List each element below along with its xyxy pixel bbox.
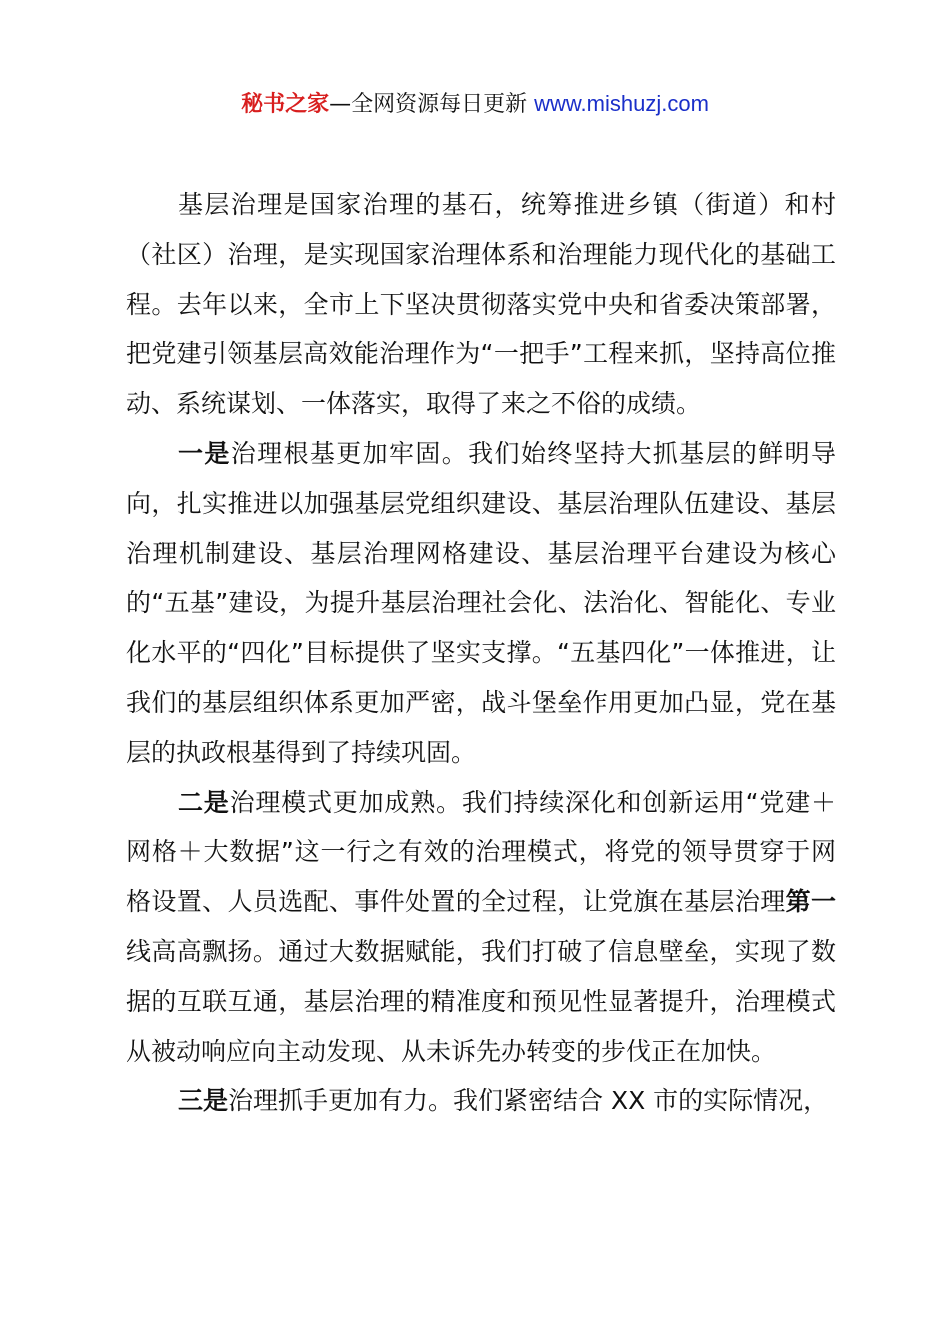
paragraph-intro — [126, 180, 836, 429]
brand-name: 秘书之家 — [241, 92, 330, 117]
point-one-lead: 一是 — [178, 438, 231, 468]
paragraph-intro-text: 基层治理是国家治理的基石，统筹推进乡镇（街道）和村（社区）治理，是实现国家治理体系和治理能力现代化的基础工程。去年以来，全市上下坚决贯彻落实党中央和省委决策部署，把党建引领基层高效能治理作为“一把手”工程来抓，坚持高位推动、系统谋划、一体落实，取得了来之不俗的成绩。 — [126, 190, 836, 419]
point-two-text-b: 线高高飘扬。通过大数据赋能，我们打破了信息壁垒，实现了数据的互联互通，基层治理的精准度和预见性显著提升，治理模式从被动响应向主动发现、从未诉先办转变的步伐正在加快。 — [126, 936, 836, 1066]
point-two-lead: 二是 — [178, 787, 230, 817]
page-header — [0, 86, 950, 123]
point-two-text-a: 治理模式更加成熟。我们持续深化和创新运用“党建＋网格＋大数据”这一行之有效的治理模式，将党的领导贯穿于网格设置、人员选配、事件处置的全过程，让党旗在基层治理 — [126, 787, 836, 917]
paragraph-point-one — [126, 429, 836, 778]
header-slogan: —全网资源每日更新 — [329, 92, 535, 117]
point-three-lead: 三是 — [178, 1086, 229, 1116]
paragraph-point-two — [126, 778, 836, 1077]
point-three-text: 治理抓手更加有力。我们紧密结合 XX 市的实际情况， — [228, 1086, 829, 1116]
paragraph-point-three — [126, 1076, 836, 1126]
point-one-text: 治理根基更加牢固。我们始终坚持大抓基层的鲜明导向，扎实推进以加强基层党组织建设、基层治理队伍建设、基层治理机制建设、基层治理网格建设、基层治理平台建设为核心的“五基”建设，为提升基层治理社会化、法治化、智能化、专业化水平的“四化”目标提供了坚实支撑。“五基四化”一体推进，让我们的基层组织体系更加严密，战斗堡垒作用更加凸显，党在基层的执政根基得到了持续巩固。 — [126, 438, 836, 767]
document-body — [126, 180, 836, 1126]
site-url-link[interactable]: www.mishuzj.com — [534, 91, 709, 116]
point-two-bold-term: 第一 — [785, 887, 836, 917]
